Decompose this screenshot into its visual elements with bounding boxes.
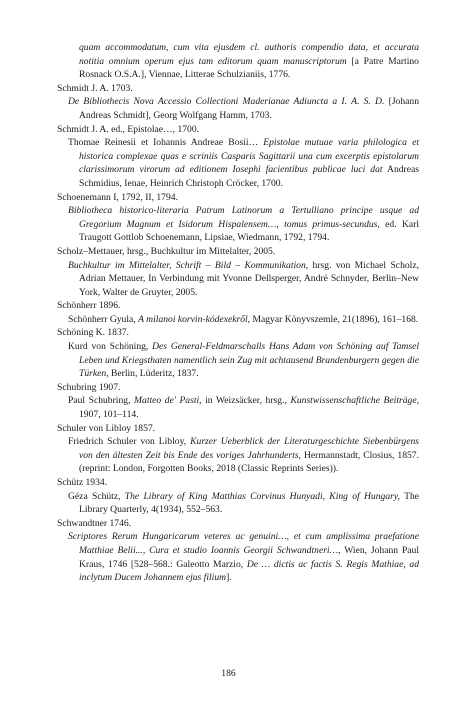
italic-title: De Bibliothecis Nova Accessio Collectioni Maderianae Adiuncta a I. A. S. D. <box>68 96 385 108</box>
entry-heading: Schmidt J. A. ed., Epistolae…, 1700. <box>57 123 200 135</box>
citation-text: Schönherr Gyula, <box>68 313 139 325</box>
entry-heading: Schütz 1934. <box>57 477 108 488</box>
entry-citation <box>57 136 419 190</box>
italic-title: Des General-Feldmarschalls Hans Adam von Schöning auf Tamsel Leben und Kriegsthaten namentlich sein Zug mit achtausend Brandenburgern gegen die Türken, <box>79 341 419 380</box>
entry-citation <box>57 530 419 584</box>
citation-text: Kurd von Schöning, <box>68 341 153 353</box>
citation-text: in Weizsäcker, hrsg., <box>201 395 291 407</box>
entry-heading: Schoenemann I, 1792, II, 1794. <box>57 191 178 203</box>
entry-heading: Schuler von Libloy 1857. <box>57 422 156 434</box>
entry-citation <box>57 313 419 327</box>
citation-text: 1907, 101–114. <box>79 409 139 421</box>
italic-title: Epistolae mutuae varia philologica et historica complexae quas e scriniis Casparis Sagittarii una cum excerptis epistolarum clarissimorum virorum ad editionem Iosephi facientibus publicae luci dat <box>79 137 420 176</box>
italic-title: The Library of King Matthias Corvinus Hunyadi, King of Hungary, <box>124 490 400 502</box>
entry-heading: Schöning K. 1837. <box>57 327 129 339</box>
entry-citation <box>57 490 419 517</box>
citation-text: Berlin, Lüderitz, 1837. <box>108 368 199 380</box>
italic-title: Buchkultur im Mittelalter, Schrift – Bild – Kommunikation, <box>68 259 309 271</box>
entry-heading: Schmidt J. A. 1703. <box>57 82 133 94</box>
entry-citation <box>57 204 419 245</box>
entry-citation <box>57 340 419 381</box>
entry-heading: Schubring 1907. <box>57 381 121 393</box>
page-number: 186 <box>221 668 236 679</box>
italic-title: A milanoi korvin-kódexekről, <box>138 313 251 325</box>
citation-text: Andreas Schmidius, Ienae, Heinrich Christoph Cröcker, 1700. <box>79 164 419 189</box>
italic-title: Kurzer Ueberblick der Literaturgeschichte Siebenbürgens von den ältesten Zeit bis Ende des voriges Jahrhunderts, <box>79 436 419 461</box>
italic-title: quam accommodatum, cum vita ejusdem cl. authoris compendio data, et accurata notitia omnium operum ejus tam editorum quam manuscriptorum <box>79 42 419 67</box>
entry-citation <box>57 394 419 421</box>
entry-citation <box>57 95 419 122</box>
entry-heading: Schönherr 1896. <box>57 300 121 312</box>
citation-text: [a Patre Martino Rosnack O.S.A.], Viennae, Litterae Schulzianiis, 1776. <box>79 55 419 81</box>
citation-text: The Library Quarterly, 4(1934), 552–563. <box>79 490 420 516</box>
citation-text: ]. <box>226 572 232 584</box>
citation-text: Paul Schubring, <box>68 395 135 407</box>
italic-title: Bibliotheca historico-literaria Patrum Latinorum a Tertulliano principe usque ad Gregorium Magnum et Isidorum Hispalensem…, tomus primus-secundus, <box>68 205 419 230</box>
italic-title: Matteo de' Pasti, <box>134 395 202 407</box>
citation-text: hrsg. von Michael Scholz, Adrian Mettauer, In Verbindung mit Yvonne Dellsperger, André Schnyder, Berlin–New York, Walter de Gruyter, 2005. <box>79 259 419 298</box>
entry-citation <box>57 435 419 476</box>
citation-text: [Johann Andreas Schmidt], Georg Wolfgang Hamm, 1703. <box>79 96 419 121</box>
entry-heading: Schwandtner 1746. <box>57 517 132 529</box>
italic-title: Scriptores Rerum Hungaricarum veteres ac genuini…, et cum amplissima praefatione Matthiae Belii..., Cura et studio Ioannis Georgii Schwandtneri…, <box>68 531 419 556</box>
entry-heading: Scholz–Mettauer, hrsg., Buchkultur im Mittelalter, 2005. <box>57 245 276 257</box>
entry-citation <box>57 259 419 300</box>
citation-text: Thomae Reinesii et Iohannis Andreae Bosii… <box>68 137 264 149</box>
citation-text: Friedrich Schuler von Libloy, <box>68 436 191 448</box>
citation-text: ed. Karl Traugott Gottlob Schoenemann, Lipsiae, Wiedmann, 1792, 1794. <box>79 218 419 244</box>
entry-citation <box>57 41 419 82</box>
citation-text: Magyar Könyvszemle, 21(1896), 161–168. <box>250 313 419 325</box>
citation-text: Wien, Johann Paul Kraus, 1746 [528–568.: Galeotto Marzio, <box>79 544 420 570</box>
citation-text: Géza Schütz, <box>68 490 125 502</box>
bibliography-list <box>57 41 419 585</box>
italic-title: De … dictis ac factis S. Regis Mathiae, ad inclytum Ducem Johannem ejus filium <box>79 558 419 584</box>
italic-title: Kunstwissenschaftliche Beiträge, <box>290 395 419 407</box>
citation-text: Hermannstadt, Closius, 1857. (reprint: London, Forgotten Books, 2018 (Classic Reprints Series)). <box>79 449 419 475</box>
